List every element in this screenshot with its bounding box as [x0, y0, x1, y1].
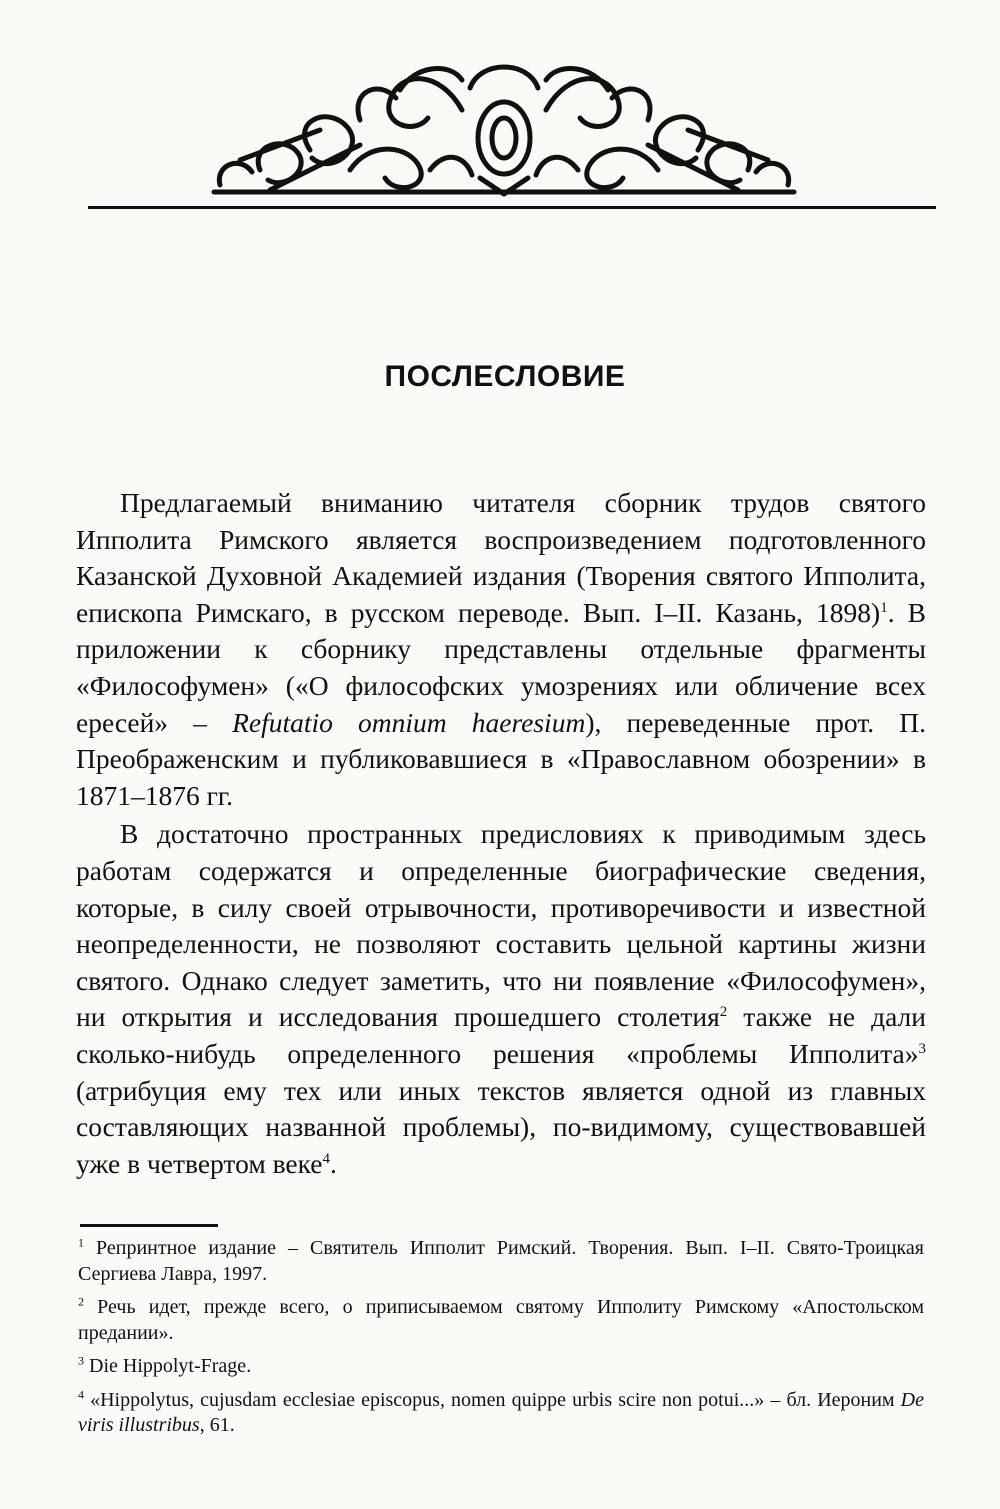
footnote-number: 4	[78, 1386, 84, 1401]
page-title: ПОСЛЕСЛОВИЕ	[384, 360, 626, 393]
footnote-number: 3	[78, 1353, 84, 1368]
paragraph-1	[76, 485, 926, 814]
footnote-1	[78, 1236, 924, 1287]
paragraph-2-text-2: также не дали сколько-нибудь определенного решения «проблемы Ипполита»	[76, 1001, 926, 1069]
paragraph-1-text-3: ), переведенные прот. П. Преображенским и публиковавшиеся в «Православном обозрении» в 1871–1876 гг.	[76, 706, 926, 811]
footnote-4	[78, 1388, 924, 1439]
footnote-text: Die Hippolyt-Frage.	[89, 1355, 252, 1377]
header-rule	[88, 206, 936, 209]
footnote-tail: , 61.	[199, 1414, 235, 1436]
footnote-2	[78, 1295, 924, 1346]
footnote-number: 2	[78, 1294, 84, 1309]
footnote-text: «Hippolytus, cujusdam ecclesiae episcopus, nomen quippe urbis scire non potui...» – бл. Иероним	[90, 1388, 901, 1411]
paragraph-2	[76, 816, 926, 1182]
paragraph-2-text-4: .	[330, 1147, 337, 1179]
footnote-italic-title: De viris illustribus	[78, 1388, 924, 1436]
paragraph-2-text: В достаточно пространных предисловиях к приводимым здесь работам содержатся и определенные биографические сведения, которые, в силу своей отрывочности, противоречивости и известной неопределенности, не позволяют составить цельной картины жизни святого. Однако следует заметить, что ни появление «Философумен», ни открытия и исследования прошедшего столетия	[76, 818, 926, 1033]
main-text	[76, 485, 926, 1182]
paragraph-1-text-2: . В приложении к сборнику представлены отдельные фрагменты «Философумен» («О философских умозрениях или обличение всех ересей» –	[76, 596, 927, 738]
footnote-ref-4: 4	[322, 1150, 331, 1167]
footnote-3	[78, 1354, 924, 1380]
footnote-ref-1: 1	[880, 599, 888, 616]
paragraph-1-text: Предлагаемый вниманию читателя сборник трудов святого Ипполита Римского является воспроизведением подготовленного Казанской Духовной Академией издания (Творения святого Ипполита, епископа Римскаго, в русском переводе. Вып. I–II. Казань, 1898)	[76, 487, 926, 628]
footnote-ref-2: 2	[719, 1004, 728, 1021]
footnote-text: Репринтное издание – Святитель Ипполит Римский. Творения. Вып. I–II. Свято-Троицкая Сергиева Лавра, 1997.	[78, 1237, 924, 1285]
footnote-ref-3: 3	[918, 1040, 926, 1057]
decorative-headpiece-ornament	[200, 50, 808, 200]
footnote-number: 1	[78, 1235, 84, 1250]
footnote-separator	[80, 1224, 218, 1227]
footnotes	[78, 1236, 924, 1447]
latin-title: Refutatio omnium haeresium	[232, 706, 586, 738]
paragraph-2-text-3: (атрибуция ему тех или иных текстов является одной из главных составляющих названной проблемы), по-видимому, существовавшей уже в четвертом веке	[76, 1074, 926, 1179]
footnote-text: Речь идет, прежде всего, о приписываемом святому Ипполиту Римскому «Апостольском предании».	[78, 1296, 924, 1344]
